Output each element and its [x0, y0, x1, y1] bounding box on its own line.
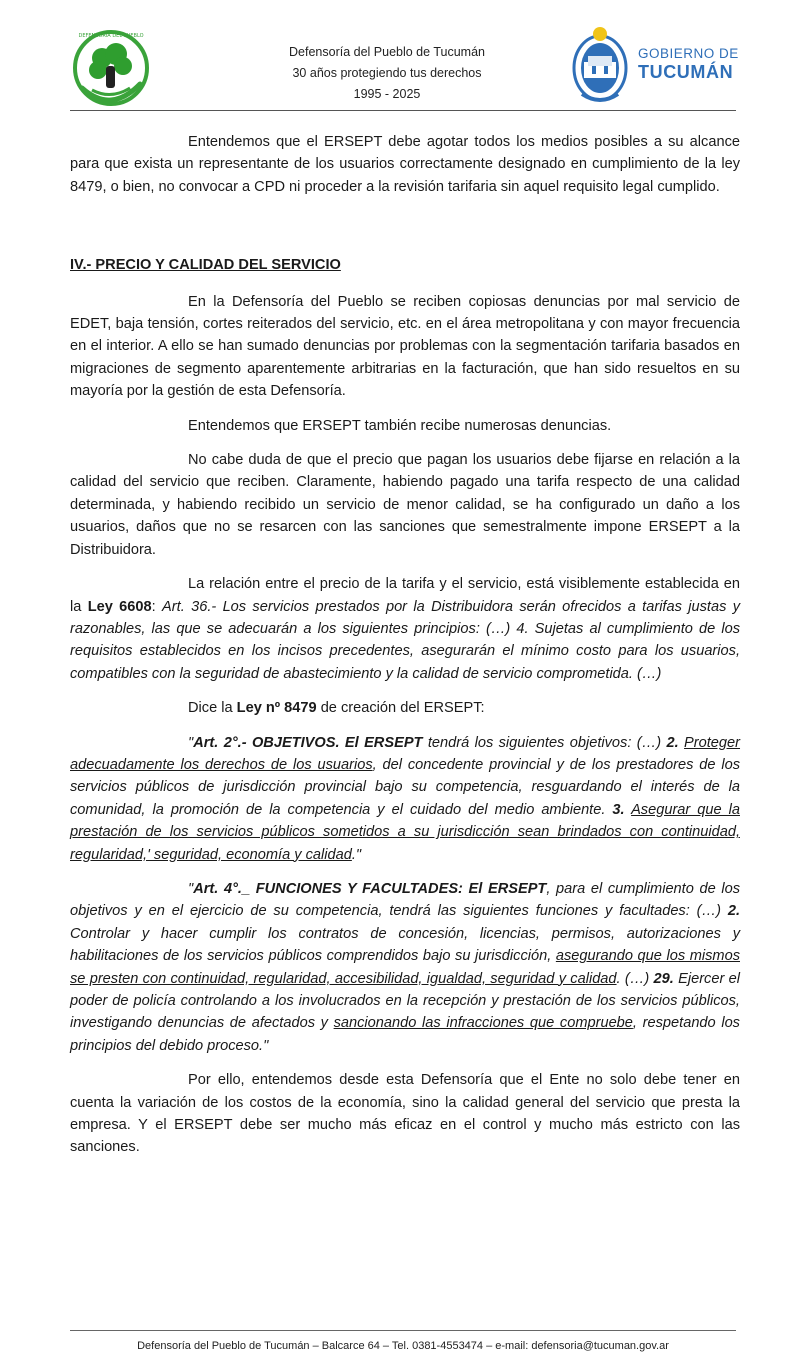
p6-text-a: Dice la — [188, 700, 237, 717]
paragraph-3: Entendemos que ERSEPT también recibe numerosas denuncias. — [188, 417, 612, 434]
gov-wordmark-bottom: TUCUMÁN — [638, 62, 734, 82]
defensoria-logo-icon — [68, 26, 154, 112]
gobierno-tucuman-logo — [568, 22, 746, 108]
q2-num-29: 29. — [653, 970, 674, 987]
paragraph-2: En la Defensoría del Pueblo se reciben copiosas denuncias por mal servicio de EDET, baja tensión, cortes reiterados del servicio, etc. en el área metropolitana y con mayor frecuencia en el interior. A ello se han sumado denuncias por problemas con la segmentación tarifaria basados en migraciones de segmento aparentemente arbitrarias en la facturación, que han sido resueltos en su mayoría por la gestión de esta Defensoría. — [70, 293, 740, 400]
q1-title: Art. 2°.- OBJETIVOS. El ERSEPT — [193, 734, 423, 751]
gov-wordmark-top: GOBIERNO DE — [638, 46, 739, 61]
p6-text-b: de creación del ERSEPT: — [316, 700, 485, 717]
q1-underline-2: Asegurar que la prestación de los servicios públicos sometidos a su jurisdicción sean brindados con continuidad, regularidad,' seguridad, economía y calidad — [70, 801, 740, 863]
page-footer: Defensoría del Pueblo de Tucumán – Balcarce 64 – Tel. 0381-4553474 – e-mail: defensoria@tucuman.gov.ar — [137, 1340, 669, 1352]
page-header — [0, 0, 794, 112]
q2-text-b: Controlar y hacer cumplir los contratos de concesión, licencias, permisos, autorizaciones y habilitaciones de los servicios públicos comprendidos bajo su jurisdicción, — [70, 925, 740, 965]
paragraph-7: Por ello, entendemos desde esta Defensoría que el Ente no solo debe tener en cuenta la variación de los costos de la economía, sino la calidad general del servicio que presta la empresa. Y el ERSEPT debe ser mucho más eficaz en el control y mucho más estricto con las sanciones. — [70, 1072, 740, 1156]
header-institution: Defensoría del Pueblo de Tucumán — [289, 45, 485, 59]
q2-text-c: . (…) — [616, 970, 654, 987]
header-years: 1995 - 2025 — [353, 87, 421, 101]
law-6608: Ley 6608 — [87, 598, 152, 615]
q2-close: , respetando los principios del debido proceso." — [70, 1015, 740, 1054]
svg-text:DEFENSORÍA DEL PUEBLO: DEFENSORÍA DEL PUEBLO — [78, 33, 144, 39]
paragraph-4: No cabe duda de que el precio que pagan los usuarios debe fijarse en relación a la calidad del servicio que reciben. Claramente, habiendo pagado una tarifa respecto de una calidad determinada, y habiendo recibido un servicio de menor calidad, se ha configurado un daño a los usuarios, daños que no se resarcen con las sanciones que semestralmente impone ERSEPT a la Distribuidora. — [70, 452, 740, 558]
q1-text-b: , del concedente provincial y de los prestadores de los servicios públicos de jurisdicción provincial bajo su competencia, resguardando el interés de la comunidad, la promoción de la competencia y el cuidado del medio ambiente. — [70, 756, 740, 818]
q1-close: ." — [351, 846, 362, 863]
q1-open: " — [188, 734, 194, 751]
p5-text-b: : — [151, 598, 163, 615]
q2-title: Art. 4°._ FUNCIONES Y FACULTADES: El ERSEPT — [193, 880, 547, 897]
q2-text-a: , para el cumplimiento de los objetivos y en el ejercicio de su competencia, tendrá las siguientes funciones y facultades: (…) — [70, 880, 740, 920]
header-title-block — [222, 42, 552, 105]
q2-num-2: 2. — [727, 903, 740, 920]
law-8479: Ley nº 8479 — [236, 700, 317, 717]
q2-open: " — [188, 880, 194, 897]
q1-num-2: 2. — [666, 734, 679, 751]
q2-underline-1: asegurando que los mismos se presten con continuidad, regularidad, accesibilidad, igualdad, seguridad y calidad — [70, 948, 740, 987]
footer-divider — [70, 1330, 736, 1331]
section-heading: IV.- PRECIO Y CALIDAD DEL SERVICIO — [70, 257, 341, 274]
paragraph-1: Entendemos que el ERSEPT debe agotar todos los medios posibles a su alcance para que exista un representante de los usuarios correctamente designado en cumplimiento de la ley 8479, o bien, no convocar a CPD ni proceder a la revisión tarifaria sin aquel requisito legal cumplido. — [70, 134, 740, 195]
art-36-quote: Art. 36.- Los servicios prestados por la Distribuidora serán ofrecidos a tarifas justas y razonables, las que se adecuarán a los siguientes principios: (…) 4. Sujetas al cumplimiento de los requisitos establecidos en los incisos precedentes, asegurarán el mínimo costo para los usuarios, compatibles con la seguridad de abastecimiento y la calidad de servicio comprometida. (…) — [70, 598, 740, 682]
quote-art-4 — [70, 878, 740, 1057]
gov-wordmark — [638, 46, 739, 82]
quote-art-2 — [70, 732, 740, 866]
q1-text-a: tendrá los siguientes objetivos: (…) — [422, 734, 667, 751]
q2-text-d: Ejercer el poder de policía controlando a los involucrados en la recepción y prestación de los servicios públicos, investigando denuncias de afectados y — [70, 970, 740, 1032]
header-divider — [70, 110, 736, 111]
header-slogan: 30 años protegiendo tus derechos — [292, 66, 482, 80]
tucuman-coat-of-arms-icon — [568, 22, 632, 108]
paragraph-5 — [70, 573, 740, 685]
q2-underline-2: sancionando las infracciones que compruebe — [333, 1015, 633, 1032]
q1-num-3: 3. — [612, 801, 625, 818]
p5-text-a: La relación entre el precio de la tarifa y el servicio, está visiblemente establecida en la — [70, 576, 740, 615]
document-body — [70, 131, 740, 1159]
q1-underline-1: Proteger adecuadamente los derechos de los usuarios — [70, 734, 741, 773]
paragraph-6 — [70, 697, 740, 719]
